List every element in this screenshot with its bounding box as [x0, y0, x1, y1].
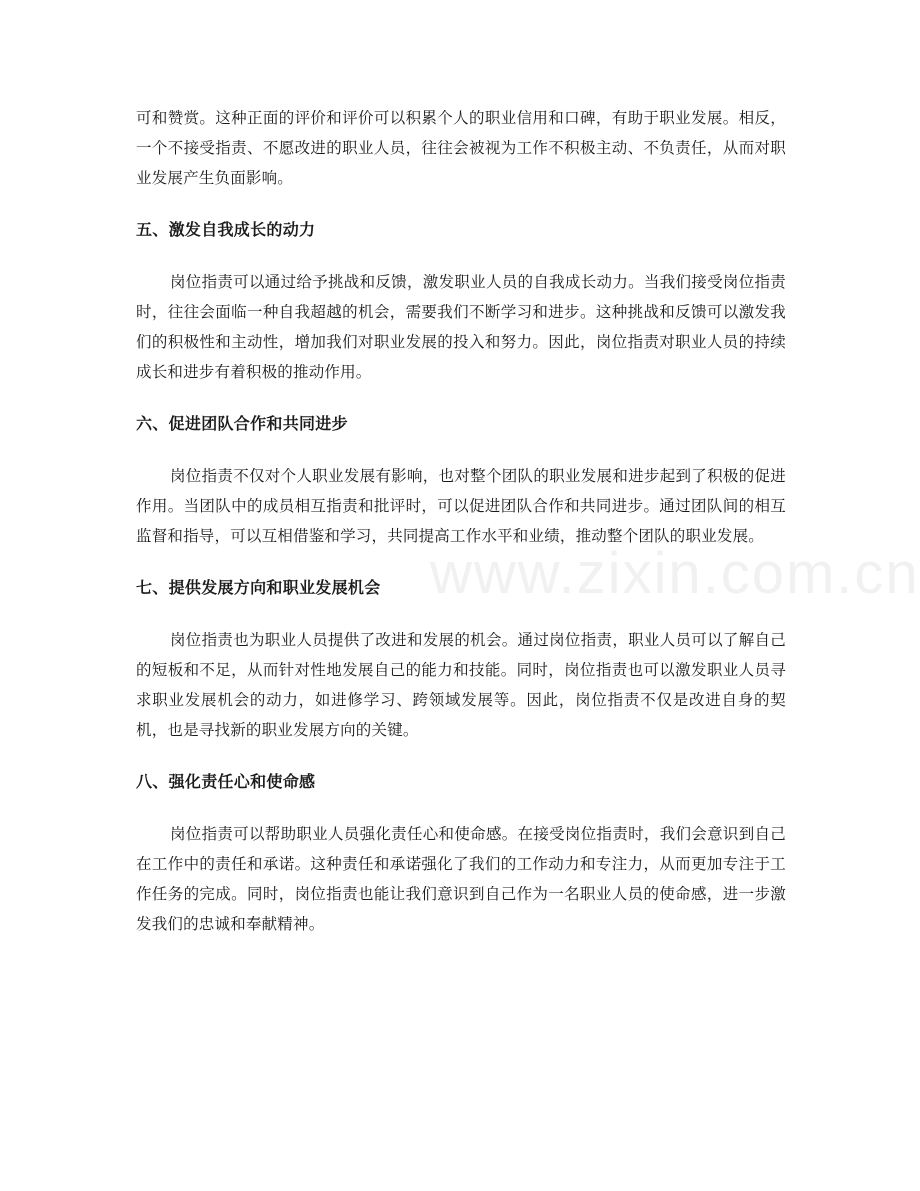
section-heading: 八、强化责任心和使命感	[136, 772, 316, 791]
section-paragraph: 岗位指责也为职业人员提供了改进和发展的机会。通过岗位指责，职业人员可以了解自己的短板和不足，从而针对性地发展自己的能力和技能。同时，岗位指责也可以激发职业人员寻求职业发展机会的动力，如进修学习、跨领域发展等。因此，岗位指责不仅是改进自身的契机，也是寻找新的职业发展方向的关键。	[136, 631, 786, 739]
section-8	[136, 767, 786, 939]
section-heading: 五、激发自我成长的动力	[136, 220, 316, 239]
section-paragraph: 岗位指责可以通过给予挑战和反馈，激发职业人员的自我成长动力。当我们接受岗位指责时，往往会面临一种自我超越的机会，需要我们不断学习和进步。这种挑战和反馈可以激发我们的积极性和主动性，增加我们对职业发展的投入和努力。因此，岗位指责对职业人员的持续成长和进步有着积极的推动作用。	[136, 273, 786, 381]
section-heading: 六、促进团队合作和共同进步	[136, 414, 348, 433]
document-body	[136, 103, 786, 939]
section-heading: 七、提供发展方向和职业发展机会	[136, 578, 381, 597]
section-paragraph: 岗位指责可以帮助职业人员强化责任心和使命感。在接受岗位指责时，我们会意识到自己在工作中的责任和承诺。这种责任和承诺强化了我们的工作动力和专注力，从而更加专注于工作任务的完成。同时，岗位指责也能让我们意识到自己作为一名职业人员的使命感，进一步激发我们的忠诚和奉献精神。	[136, 825, 786, 933]
intro-paragraph: 可和赞赏。这种正面的评价和评价可以积累个人的职业信用和口碑，有助于职业发展。相反，一个不接受指责、不愿改进的职业人员，往往会被视为工作不积极主动、不负责任，从而对职业发展产生负面影响。	[136, 109, 786, 187]
section-paragraph: 岗位指责不仅对个人职业发展有影响，也对整个团队的职业发展和进步起到了积极的促进作用。当团队中的成员相互指责和批评时，可以促进团队合作和共同进步。通过团队间的相互监督和指导，可以互相借鉴和学习，共同提高工作水平和业绩，推动整个团队的职业发展。	[136, 467, 786, 545]
section-7	[136, 573, 786, 745]
watermark: www.zixin.com.cn	[430, 541, 920, 606]
section-6	[136, 409, 786, 551]
section-5	[136, 215, 786, 387]
